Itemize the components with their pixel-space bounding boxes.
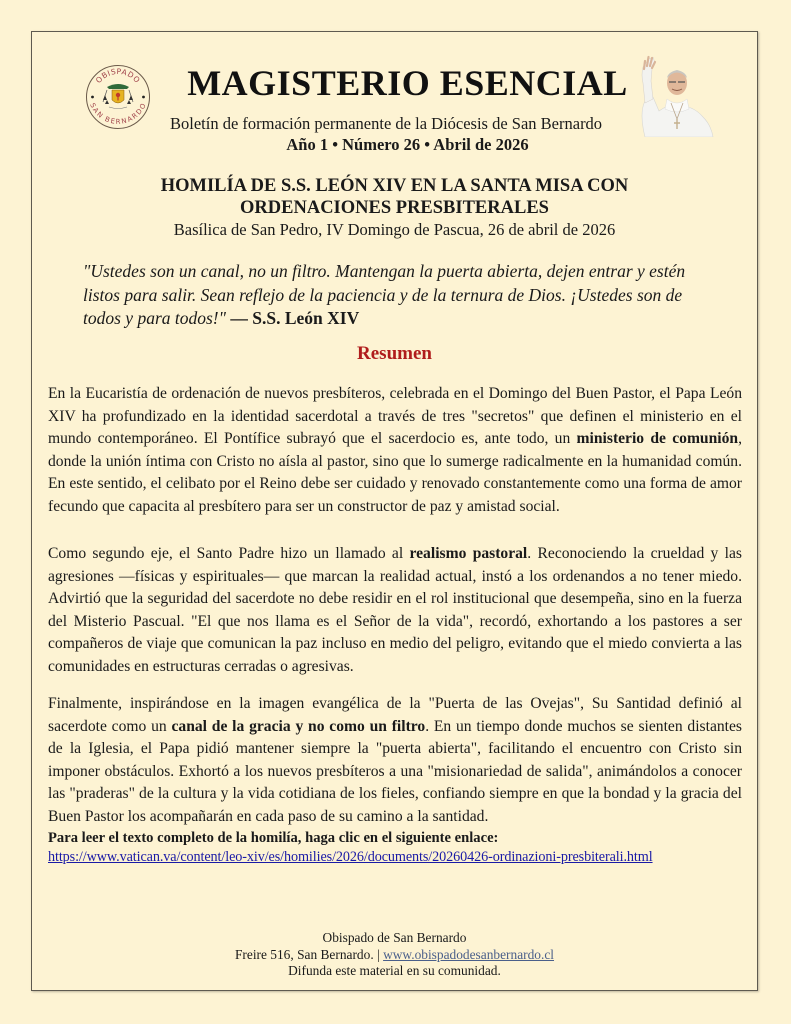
paragraph-emphasis: ministerio de comunión — [576, 430, 739, 447]
footer-contact — [32, 947, 757, 964]
summary-paragraph — [48, 543, 742, 678]
paragraph-text: Como segundo eje, el Santo Padre hizo un llamado al — [48, 545, 410, 562]
summary-paragraph — [48, 693, 742, 828]
quote-text: "Ustedes son un canal, no un filtro. Mantengan la puerta abierta, dejen entrar y estén listos para salir. Sean reflejo de la paciencia y de la ternura de Dios. ¡Ustedes son de todos y para todos!" — [83, 261, 686, 328]
footer-org: Obispado de San Bernardo — [322, 930, 467, 945]
summary-heading: Resumen — [357, 343, 432, 364]
full-homily-link[interactable]: https://www.vatican.va/content/leo-xiv/es/homilies/2026/documents/20260426-ordinazioni-presbiterali.html — [48, 849, 653, 865]
quote-author: — S.S. León XIV — [225, 308, 360, 328]
full-text-link-block — [48, 829, 747, 867]
homily-place-date: Basílica de San Pedro, IV Domingo de Pascua, 26 de abril de 2026 — [173, 220, 616, 239]
homily-title: HOMILÍA DE S.S. LEÓN XIV EN LA SANTA MISA CON ORDENACIONES PRESBITERALES — [160, 176, 629, 218]
footer-note: Difunda este material en su comunidad. — [288, 963, 501, 978]
website-link[interactable]: www.obispadodesanbernardo.cl — [383, 946, 555, 962]
footer — [32, 930, 757, 980]
paragraph-text: En la Eucaristía de ordenación de nuevos presbíteros, celebrada en el Domingo del Buen Pastor, el Papa León XIV ha profundizado en la identidad sacerdotal a través de tres "secretos" que definen el ministerio en el mundo contemporáneo. El Pontífice subrayó que el sacerdocio es, ante todo, un — [48, 385, 742, 447]
issue-info: Año 1 • Número 26 • Abril de 2026 — [286, 135, 529, 154]
bulletin-page — [31, 31, 758, 991]
footer-address: Freire 516, San Bernardo. — [234, 946, 374, 962]
full-text-lead: Para leer el texto completo de la homilía, haga clic en el siguiente enlace: — [48, 830, 499, 846]
seal-bottom-text: SAN BERNARDO — [88, 101, 148, 126]
paragraph-text: . En un tiempo donde muchos se sienten distantes de la Iglesia, el Papa pidió mantener siempre la "puerta abierta", facilitando el encuentro con Cristo sin imponer obstáculos. Exhortó a los nuevos presbíteros a una "misionariedad de salida", animándolos a conocer las "praderas" de la cultura y la vida cotidiana de los fieles, confiando siempre en que la bondad y la gracia del Buen Pastor los acompañarán en cada paso de su camino a la santidad. — [48, 717, 742, 825]
paragraph-emphasis: realismo pastoral — [409, 545, 528, 562]
paragraph-text: Finalmente, inspirándose en la imagen evangélica de la "Puerta de las Ovejas", Su Santidad definió al sacerdote como un — [48, 695, 742, 735]
paragraph-text: . Reconociendo la crueldad y las agresiones —físicas y espirituales— que marcan la realidad actual, instó a los ordenandos a no tener miedo. Advirtió que la seguridad del sacerdote no debe residir en el rol institucional que desempeña, sino en la fuerza del Misterio Pascual. "El que nos llama es el Señor de la vida", recordó, exhortando a los pastores a ser compañeros de viaje que comunican la paz incluso en medio del peligro, evitando que el miedo convierta a las comunidades en estructuras cerradas o agresivas. — [48, 545, 742, 675]
paragraph-text: , donde la unión íntima con Cristo no aísla al pastor, sino que lo sumerge radicalmente en la humanidad común. En este sentido, el celibato por el Reino debe ser cuidado y renovado constantemente como una forma de amor fecundo que capacita al presbítero para ser un constructor de paz y amistad social. — [48, 430, 742, 515]
featured-quote — [83, 260, 707, 331]
seal-top-text: OBISPADO — [93, 66, 143, 85]
bulletin-subtitle: Boletín de formación permanente de la Diócesis de San Bernardo — [170, 114, 603, 133]
footer-separator: | — [373, 946, 384, 962]
bulletin-title: MAGISTERIO ESENCIAL — [187, 63, 628, 103]
paragraph-emphasis: canal de la gracia y no como un filtro — [171, 717, 426, 735]
summary-paragraph — [48, 383, 742, 518]
